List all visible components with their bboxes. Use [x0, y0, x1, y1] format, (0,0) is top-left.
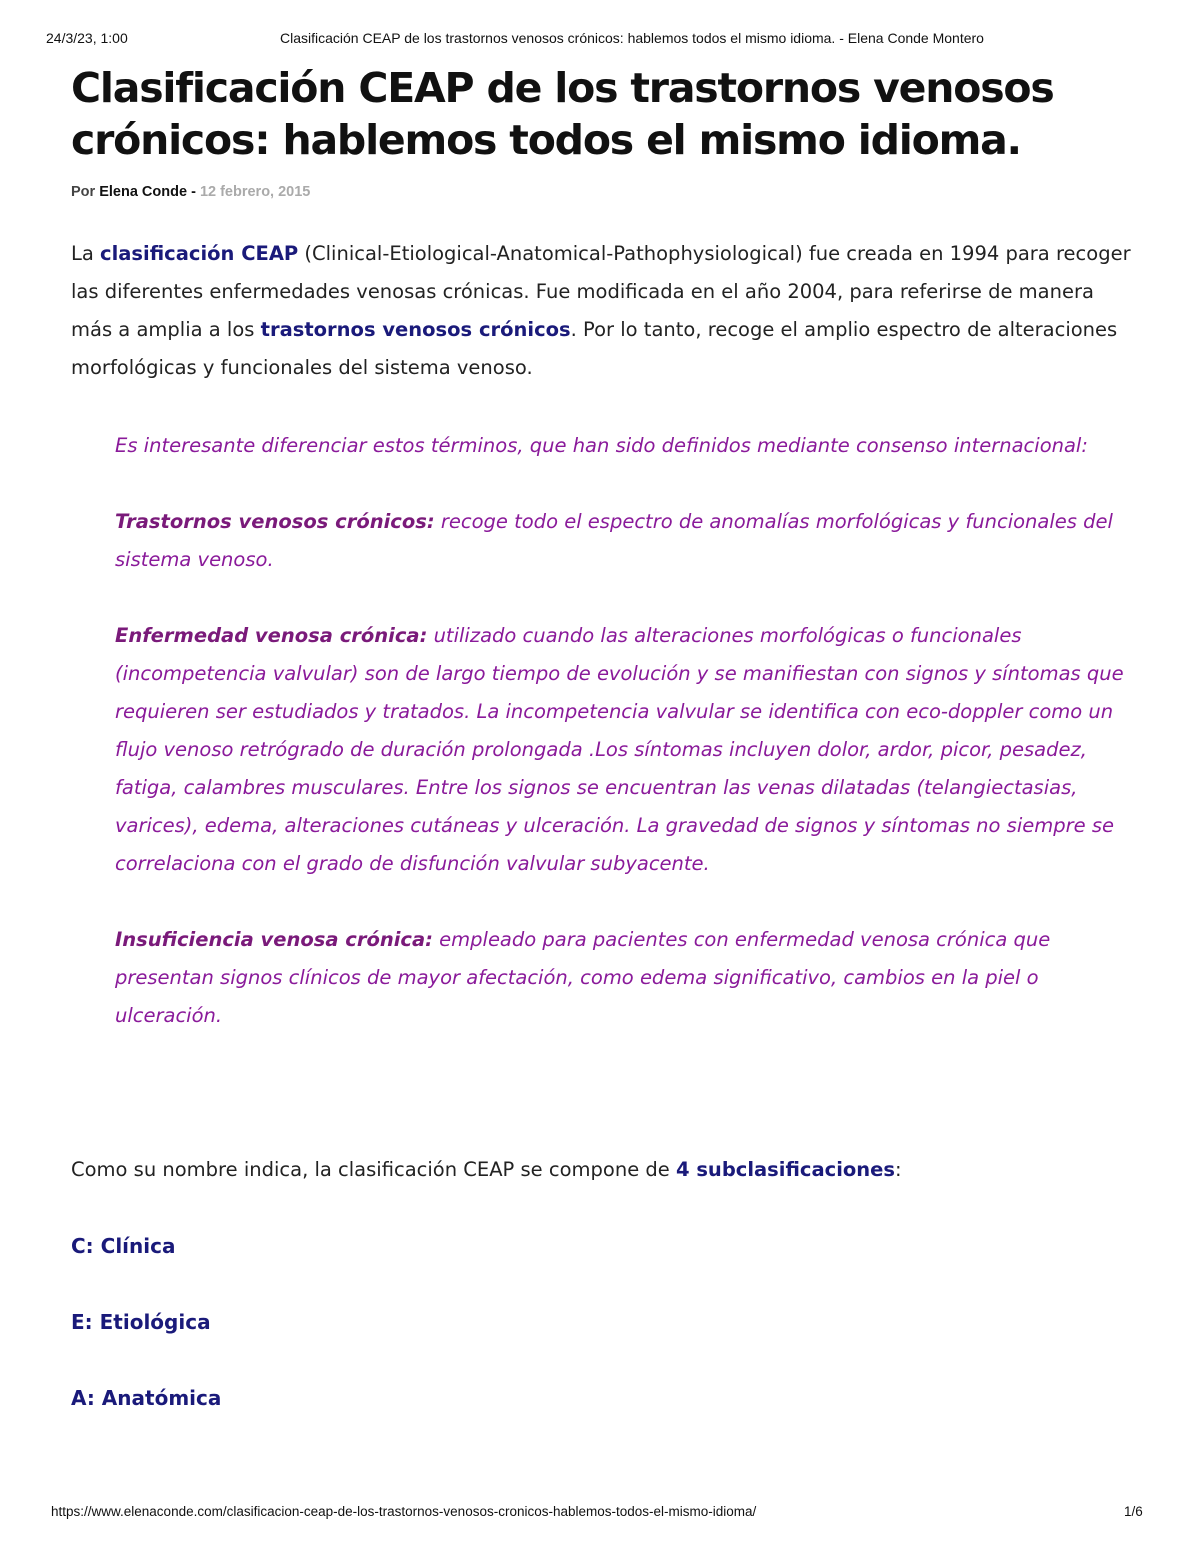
definition-item [115, 617, 1145, 883]
subclassification-heading: E: Etiológica [71, 1310, 211, 1334]
definition-term: Insuficiencia venosa crónica: [115, 928, 433, 951]
definition-text: recoge todo el espectro de anomalías morfológicas y funcionales del sistema venoso. [115, 510, 1113, 571]
definition-term: Trastornos venosos crónicos: [115, 510, 435, 533]
intro-text-2: (Clinical-Etiological-Anatomical-Pathophysiological) fue creada en 1994 para recoger las diferentes enfermedades venosas crónicas. Fue modificada en el año 2004, para referirse de manera más a amplia a los [71, 242, 1131, 341]
author-link[interactable]: Elena Conde [99, 184, 188, 200]
intro-text-3: . Por lo tanto, recoge el amplio espectro de alteraciones morfológicas y funcionales del sistema venoso. [71, 318, 1118, 379]
subclassifications-link[interactable]: 4 subclasificaciones [675, 1158, 895, 1181]
intro-text-1: La [71, 242, 101, 265]
page-number: 1/6 [1124, 1504, 1143, 1519]
subs-intro-text-1: Como su nombre indica, la clasificación CEAP se compone de [71, 1158, 676, 1181]
print-date: 24/3/23, 1:00 [46, 30, 128, 46]
definition-text: empleado para pacientes con enfermedad venosa crónica que presentan signos clínicos de mayor afectación, como edema significativo, cambios en la piel o ulceración. [115, 928, 1051, 1027]
subclassification-heading: C: Clínica [71, 1234, 176, 1258]
byline [71, 182, 1141, 202]
ceap-classification-link[interactable]: clasificación CEAP [100, 242, 299, 265]
print-document-title: Clasificación CEAP de los trastornos venosos crónicos: hablemos todos el mismo idioma. - Elena Conde Montero [280, 30, 984, 46]
subclassification-heading: A: Anatómica [71, 1386, 222, 1410]
definition-text: utilizado cuando las alteraciones morfológicas o funcionales (incompetencia valvular) son de largo tiempo de evolución y se manifiestan con signos y síntomas que requieren ser estudiados y tratados. La incompetencia valvular se identifica con eco-doppler como un flujo venoso retrógrado de duración prolongada .Los síntomas incluyen dolor, ardor, picor, pesadez, fatiga, calambres musculares. Entre los signos se encuentran las venas dilatadas (telangiectasias, varices), edema, alteraciones cutáneas y ulceración. La gravedad de signos y síntomas no siempre se correlaciona con el grado de disfunción valvular subyacente. [115, 624, 1124, 875]
article [71, 62, 1141, 1417]
byline-prefix: Por [71, 184, 96, 200]
quote-lead: Es interesante diferenciar estos términos, que han sido definidos mediante consenso internacional: [115, 434, 1088, 457]
definition-term: Enfermedad venosa crónica: [115, 624, 428, 647]
print-header [0, 30, 1200, 50]
byline-separator: - [191, 184, 196, 200]
definition-item [115, 921, 1145, 1035]
subs-intro-text-2: : [895, 1158, 902, 1181]
article-title: Clasificación CEAP de los trastornos venosos crónicos: hablemos todos el mismo idioma. [71, 64, 1054, 164]
subclassifications-intro [71, 1151, 1141, 1189]
definition-item [115, 503, 1145, 579]
chronic-venous-disorders-link[interactable]: trastornos venosos crónicos [260, 318, 571, 341]
definitions-quote [115, 427, 1145, 1035]
print-footer [0, 1504, 1200, 1524]
page-url: https://www.elenaconde.com/clasificacion-ceap-de-los-trastornos-venosos-cronicos-hablemos-todos-el-mismo-idioma/ [51, 1504, 757, 1519]
intro-paragraph [71, 235, 1141, 387]
publish-date: 12 febrero, 2015 [199, 184, 311, 200]
